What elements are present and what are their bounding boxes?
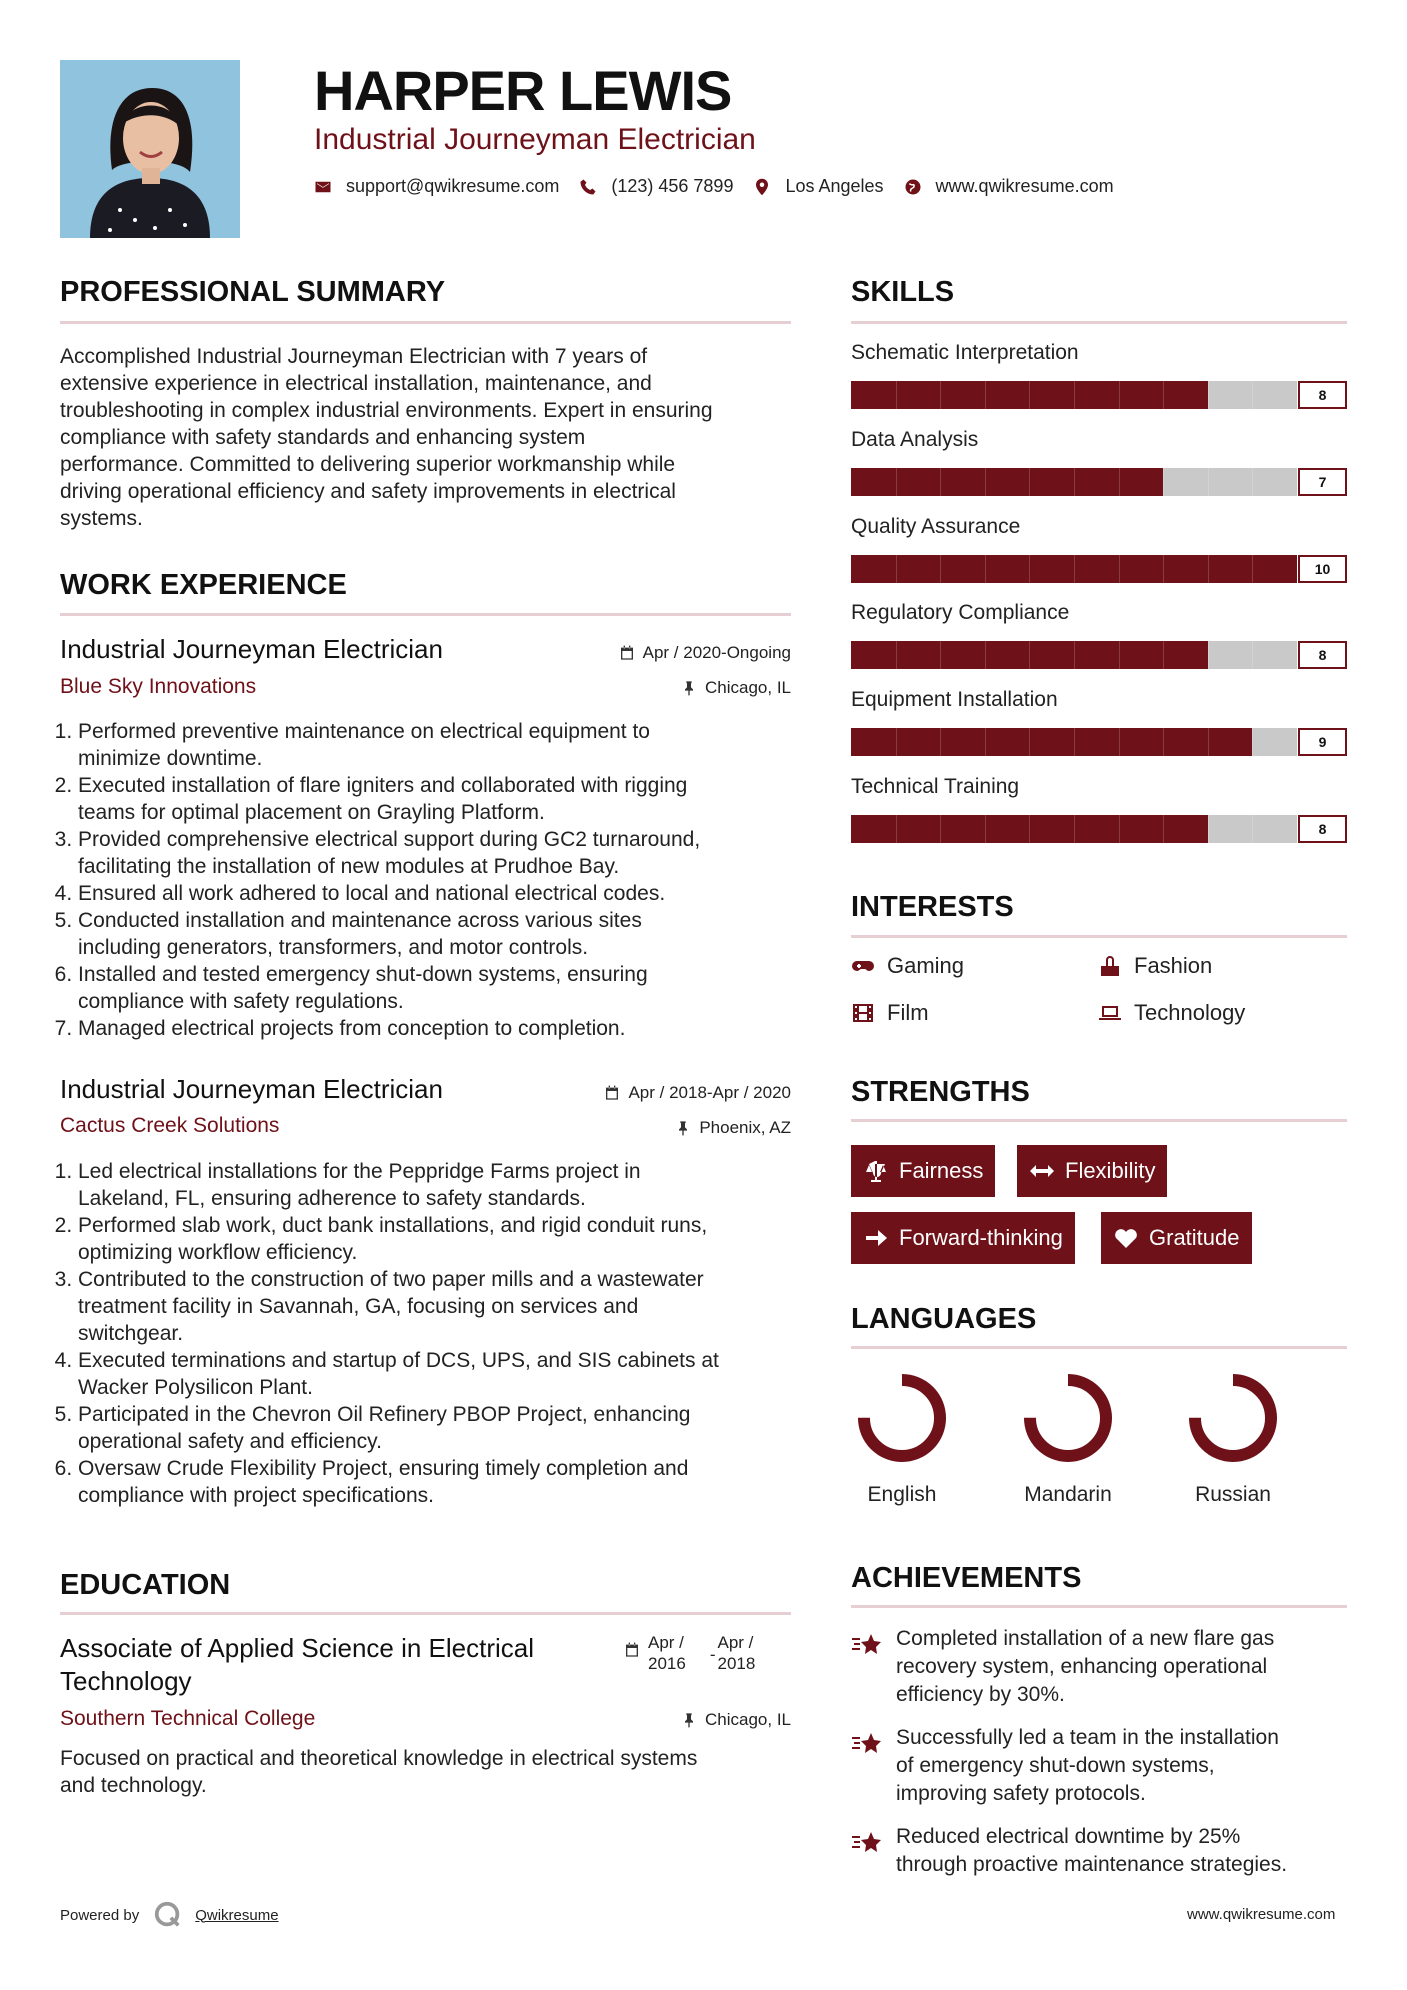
summary-line: systems. [60,507,143,530]
language-ring [1018,1368,1118,1468]
shopping-bag-icon [1098,954,1122,978]
job-dates-text: Apr / 2020-Ongoing [642,643,791,662]
skill-bar-segment [985,381,986,409]
job-dates [604,1083,791,1103]
strengths-heading: STRENGTHS [851,1076,1030,1108]
candidate-title: Industrial Journeyman Electrician [314,123,756,156]
arrow-right-icon [863,1227,889,1249]
map-marker-icon [753,178,771,196]
job-company: Blue Sky Innovations [60,675,257,698]
education-location-text: Chicago, IL [705,1710,791,1729]
strength-chip: Flexibility [1017,1145,1167,1197]
pushpin-icon [675,1120,691,1136]
skill-bar-segment [940,815,941,843]
job-responsibilities [60,718,818,1042]
summary-line: extensive experience in electrical installation, maintenance, and [60,372,652,395]
skill-bar [851,381,1347,409]
skill-bar-segment [1074,555,1075,583]
skill-bar-segment [1208,468,1209,496]
job-title: Industrial Journeyman Electrician [60,1074,443,1104]
list-item: 1. Led electrical installations for the Peppridge Farms project in Lakeland, FL, ensuring adherence to safety standards. [78,1158,818,1212]
location-text: Los Angeles [785,176,884,196]
skill-bar [851,641,1347,669]
summary-text [60,343,800,532]
skill-bar-segment [896,468,897,496]
education-divider [60,1612,791,1615]
phone-text: (123) 456 7899 [611,176,734,196]
footer-powered-by [60,1900,279,1930]
list-item: 1. Performed preventive maintenance on electrical equipment to minimize downtime. [78,718,818,772]
language-ring-arc [1195,1380,1271,1456]
strengths-divider [851,1119,1347,1122]
summary-line: performance. Committed to delivering superior workmanship while [60,453,676,476]
languages-divider [851,1346,1347,1349]
skill-bar-segment [1029,555,1030,583]
qwikresume-link[interactable]: Qwikresume [195,1906,279,1924]
interest-item: Gaming [851,953,964,979]
list-item: 5. Conducted installation and maintenance across various sites including generators, transformers, and motor controls. [78,907,818,961]
skill-bar-segment [985,728,986,756]
list-item: 6. Oversaw Crude Flexibility Project, ensuring timely completion and compliance with project specifications. [78,1455,818,1509]
list-item: 3. Contributed to the construction of two paper mills and a wastewater treatment facility in Savannah, GA, focusing on services and switchgear. [78,1266,818,1347]
skill-label: Data Analysis [851,427,979,451]
skill-bar-segment [940,381,941,409]
job-location [675,1118,791,1138]
list-item: 3. Provided comprehensive electrical support during GC2 turnaround, facilitating the installation of new modules at Prudhoe Bay. [78,826,818,880]
language-name: Mandarin [1024,1483,1112,1506]
achievement-text: Successfully led a team in the installation of emergency shut-down systems, improving safety protocols. [896,1726,1279,1805]
star-award-icon [851,1730,883,1758]
job-location-text: Phoenix, AZ [699,1118,791,1137]
job-location [681,678,791,698]
skill-label: Equipment Installation [851,688,1058,712]
skill-bar-segment [940,728,941,756]
skill-label: Regulatory Compliance [851,601,1070,625]
skill-score: 7 [1298,468,1347,496]
skill-bar-segment [985,555,986,583]
skill-score: 8 [1298,381,1347,409]
star-award-icon [851,1631,883,1659]
summary-line: driving operational efficiency and safety improvements in electrical [60,480,676,503]
gamepad-icon [851,954,875,978]
achievement-text: Completed installation of a new flare gas recovery system, enhancing operational efficiency by 30%. [896,1627,1275,1706]
achievements-heading: ACHIEVEMENTS [851,1562,1082,1594]
skill-bar [851,555,1347,583]
summary-line: Accomplished Industrial Journeyman Electrician with 7 years of [60,345,648,368]
skill-bar-segment [1074,381,1075,409]
strength-chip: Gratitude [1101,1212,1252,1264]
contact-location [753,176,883,197]
arrows-horizontal-icon [1029,1160,1055,1182]
skill-bar-segment [1208,815,1209,843]
skill-bar-segment [896,641,897,669]
skill-bar-segment [1163,728,1164,756]
degree-title: Associate of Applied Science in Electrical Technology [60,1633,535,1696]
list-item: 6. Installed and tested emergency shut-down systems, ensuring compliance with safety regulations. [78,961,818,1015]
skill-bar-segment [940,641,941,669]
language-item [998,1368,1138,1507]
list-item: 5. Participated in the Chevron Oil Refinery PBOP Project, enhancing operational safety and efficiency. [78,1401,818,1455]
website-text: www.qwikresume.com [935,176,1114,196]
interests-heading: INTERESTS [851,891,1014,923]
skill-bar-segment [1163,381,1164,409]
skill-label: Schematic Interpretation [851,341,1079,364]
language-ring-arc [1030,1380,1106,1456]
skill-bar-segment [896,728,897,756]
phone-icon [579,178,597,196]
skill-bar-segment [1252,728,1253,756]
skill-bar-segment [1119,728,1120,756]
skill-score: 9 [1298,728,1347,756]
skill-bar-segment [1074,468,1075,496]
school-name: Southern Technical College [60,1707,316,1730]
film-icon [851,1001,875,1025]
skill-bar-segment [1074,641,1075,669]
skill-score: 10 [1298,555,1347,583]
achievements-divider [851,1605,1347,1608]
skill-bar-segment [896,555,897,583]
skill-bar-segment [1074,815,1075,843]
qwikresume-logo-icon [153,1900,183,1930]
interest-item: Film [851,1000,929,1026]
language-ring-arc [864,1380,940,1456]
skill-bar [851,468,1347,496]
strength-chip: Forward-thinking [851,1212,1075,1264]
skill-bar-segment [1029,468,1030,496]
powered-by-label: Powered by [60,1906,140,1924]
skill-bar-segment [1119,381,1120,409]
list-item: 2. Executed installation of flare igniters and collaborated with rigging teams for optimal placement on Grayling Platform. [78,772,818,826]
skill-bar-segment [940,555,941,583]
list-item: 4. Ensured all work adhered to local and national electrical codes. [78,880,818,907]
skill-bar-segment [1029,641,1030,669]
strength-chip: Fairness [851,1145,995,1197]
summary-heading: PROFESSIONAL SUMMARY [60,276,446,308]
language-item [832,1368,972,1507]
education-location [681,1710,791,1730]
skill-label: Quality Assurance [851,514,1021,538]
skill-bar-segment [1119,641,1120,669]
summary-line: troubleshooting in complex industrial environments. Expert in ensuring [60,399,713,422]
skill-bar [851,815,1347,843]
experience-heading: WORK EXPERIENCE [60,569,347,601]
interests-divider [851,935,1347,938]
language-item [1163,1368,1303,1507]
skill-bar-segment [1163,468,1164,496]
education-start: Apr / 2016 [648,1633,686,1673]
skill-bar-segment [985,641,986,669]
skill-bar-segment [1119,815,1120,843]
skills-divider [851,321,1347,324]
skill-bar [851,728,1347,756]
skill-bar-segment [1252,815,1253,843]
languages-heading: LANGUAGES [851,1303,1037,1335]
pushpin-icon [681,680,697,696]
globe-icon [904,178,922,196]
skill-bar-segment [1119,468,1120,496]
job-location-text: Chicago, IL [705,678,791,697]
skill-bar-segment [1252,641,1253,669]
achievement-text: Reduced electrical downtime by 25% through proactive maintenance strategies. [896,1825,1288,1876]
skill-bar-segment [1119,555,1120,583]
skill-bar-segment [1163,815,1164,843]
job-responsibilities [60,1158,818,1509]
star-award-icon [851,1829,883,1857]
list-item: 4. Executed terminations and startup of DCS, UPS, and SIS cabinets at Wacker Polysilicon Plant. [78,1347,818,1401]
summary-line: compliance with safety standards and enhancing system [60,426,586,449]
calendar-icon [619,645,635,661]
skill-bar-fill [851,728,1252,756]
experience-divider [60,613,791,616]
language-ring [1183,1368,1283,1468]
email-text: support@qwikresume.com [346,176,560,196]
balance-scale-icon [863,1160,889,1182]
skill-label: Technical Training [851,775,1020,798]
heart-icon [1113,1227,1139,1249]
pushpin-icon [681,1712,697,1728]
job-title: Industrial Journeyman Electrician [60,634,443,664]
skill-score: 8 [1298,641,1347,669]
footer-website[interactable]: www.qwikresume.com [1187,1906,1336,1923]
skill-bar-segment [1029,728,1030,756]
skill-bar-segment [985,468,986,496]
skill-bar-segment [1029,815,1030,843]
laptop-icon [1098,1001,1122,1025]
contact-website[interactable] [904,176,1114,197]
education-description: Focused on practical and theoretical knowledge in electrical systems and technology. [60,1747,698,1797]
profile-photo [60,60,240,238]
skill-bar-segment [1029,381,1030,409]
skill-bar-segment [896,381,897,409]
contact-phone[interactable] [579,176,733,197]
language-name: Russian [1195,1483,1271,1506]
date-dash: - [709,1645,716,1664]
skill-bar-segment [1208,728,1209,756]
skill-bar-segment [1163,641,1164,669]
education-heading: EDUCATION [60,1569,231,1601]
summary-divider [60,321,791,324]
contact-bar [314,176,1134,197]
skill-bar-segment [985,815,986,843]
job-dates-text: Apr / 2018-Apr / 2020 [628,1083,791,1102]
language-name: English [867,1483,937,1506]
skill-bar-segment [1074,728,1075,756]
list-item: 7. Managed electrical projects from conception to completion. [78,1015,818,1042]
skill-bar-segment [1208,381,1209,409]
language-ring [852,1368,952,1468]
skill-bar-segment [896,815,897,843]
skills-heading: SKILLS [851,276,955,308]
contact-email[interactable] [314,176,559,197]
interest-item: Technology [1098,1000,1245,1026]
skill-bar-segment [1252,555,1253,583]
skill-bar-segment [1252,468,1253,496]
interest-item: Fashion [1098,953,1212,979]
skill-score: 8 [1298,815,1347,843]
education-dates [624,1632,755,1674]
skill-bar-fill [851,468,1163,496]
skill-bar-segment [1252,381,1253,409]
calendar-icon [604,1085,620,1101]
job-dates [619,643,791,663]
skill-bar-segment [940,468,941,496]
education-end: Apr / 2018 [717,1633,756,1673]
candidate-name: HARPER LEWIS [314,59,732,122]
calendar-icon [624,1642,640,1658]
skill-bar-segment [1208,641,1209,669]
list-item: 2. Performed slab work, duct bank installations, and rigid conduit runs, optimizing workflow efficiency. [78,1212,818,1266]
job-company: Cactus Creek Solutions [60,1114,280,1137]
skill-bar-segment [1163,555,1164,583]
envelope-icon [314,178,332,196]
skill-bar-segment [1208,555,1209,583]
